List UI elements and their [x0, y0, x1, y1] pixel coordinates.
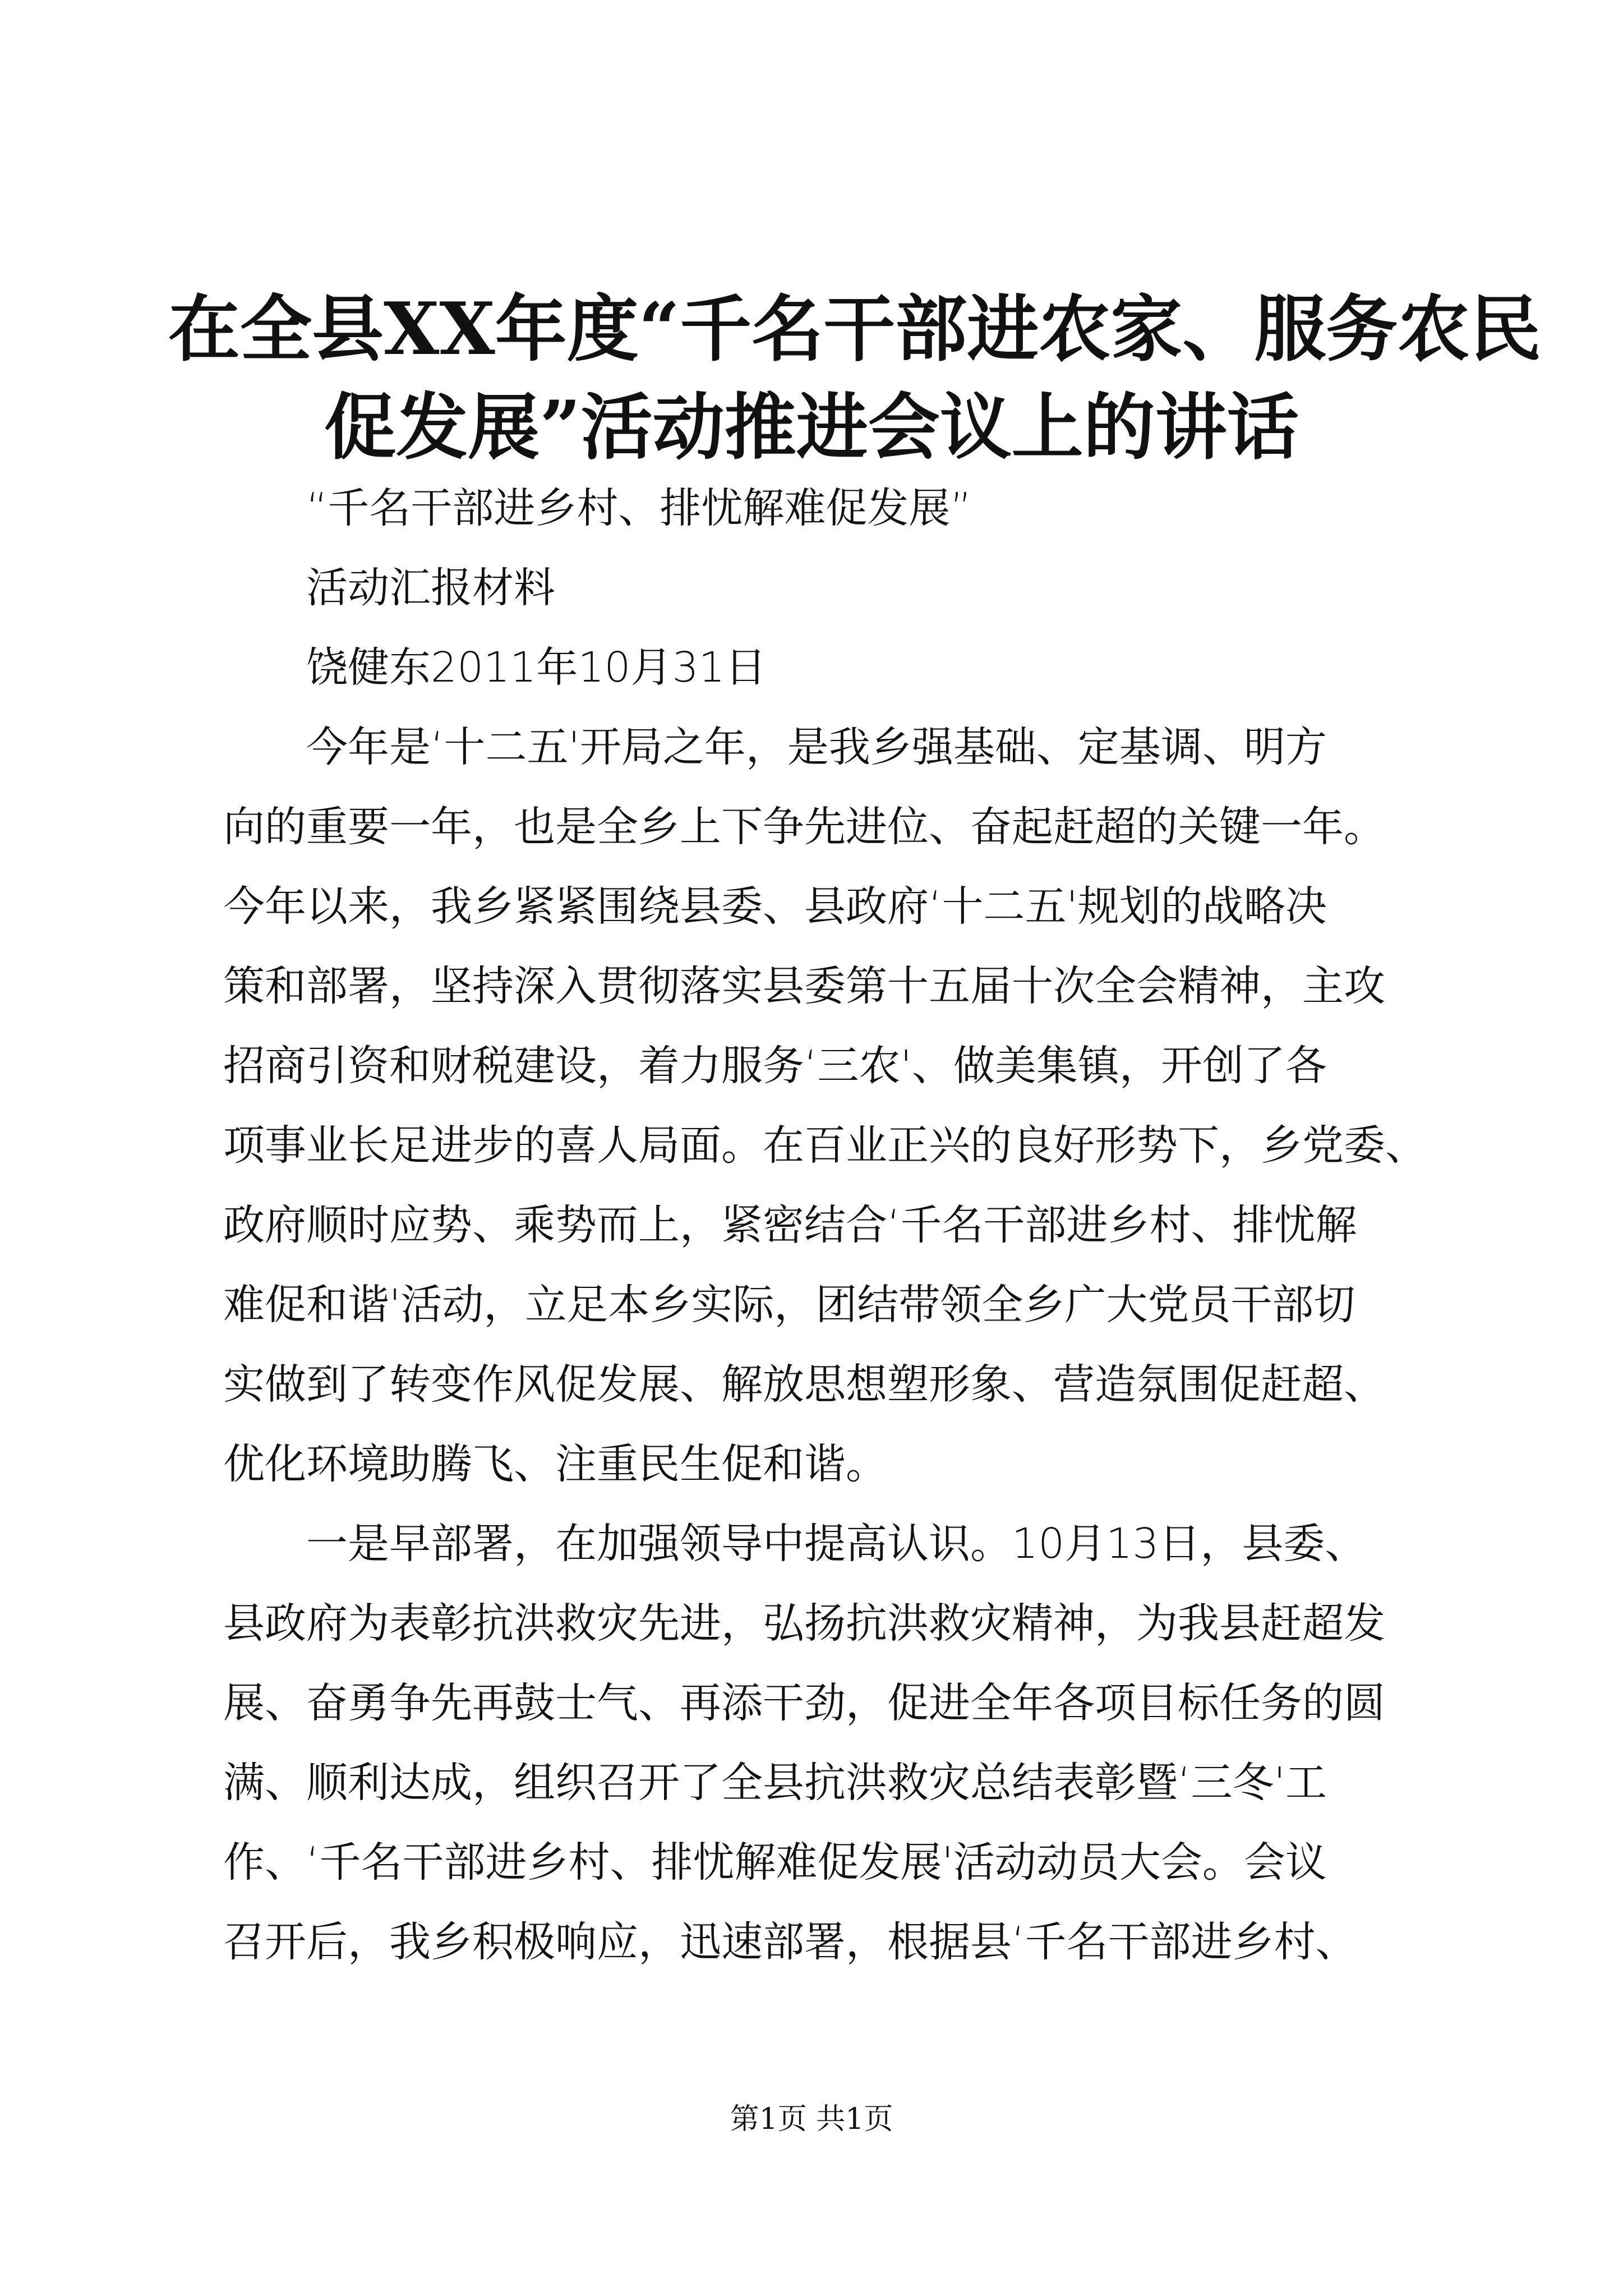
page-number-footer: 第1页 共1页 — [730, 2102, 893, 2136]
paragraph-line: 实做到了转变作风促发展、解放思想塑形象、营造氛围促赶超、 — [223, 1360, 1385, 1409]
paragraph-line: 今年是‘十二五'开局之年，是我乡强基础、定基调、明方 — [306, 723, 1327, 771]
paragraph-line: 作、‘千名干部进乡村、排忧解难促发展'活动动员大会。会议 — [223, 1838, 1327, 1887]
paragraph-1 — [223, 707, 1440, 1504]
document-body — [223, 468, 1440, 1982]
paragraph-line: 今年以来，我乡紧紧围绕县委、县政府‘十二五'规划的战略决 — [223, 882, 1327, 931]
document-title — [168, 280, 1542, 477]
paragraph-line: 招商引资和财税建设，着力服务‘三农'、做美集镇，开创了各 — [223, 1042, 1327, 1090]
paragraph-line: 展、奋勇争先再鼓士气、再添干劲，促进全年各项目标任务的圆 — [223, 1679, 1385, 1727]
paragraph-line: 难促和谐'活动，立足本乡实际，团结带领全乡广大党员干部切 — [223, 1281, 1355, 1329]
subtitle-line: 活动汇报材料 — [306, 564, 555, 612]
paragraph-line: 政府顺时应势、乘势而上，紧密结合‘千名干部进乡村、排忧解 — [223, 1201, 1357, 1249]
paragraph-line: 项事业长足进步的喜人局面。在百业正兴的良好形势下，乡党委、 — [223, 1121, 1427, 1170]
paragraph-line: 策和部署，坚持深入贯彻落实县委第十五届十次全会精神，主攻 — [223, 962, 1385, 1010]
title-line: 促发展”活动推进会议上的讲话 — [324, 385, 1299, 470]
title-line: 在全县XX年度“千名干部进农家、服务农民 — [168, 287, 1542, 371]
paragraph-line: 召开后，我乡积极响应，迅速部署，根据县‘千名干部进乡村、 — [223, 1918, 1357, 1966]
paragraph-line: 县政府为表彰抗洪救灾先进，弘扬抗洪救灾精神，为我县赶超发 — [223, 1599, 1385, 1648]
paragraph-line: 向的重要一年，也是全乡上下争先进位、奋起赶超的关键一年。 — [223, 803, 1385, 851]
author-date-line: 饶健东2011年10月31日 — [306, 643, 767, 692]
subtitle-line: “千名干部进乡村、排忧解难促发展” — [306, 484, 972, 532]
paragraph-line: 满、顺利达成，组织召开了全县抗洪救灾总结表彰暨‘三冬'工 — [223, 1759, 1327, 1807]
paragraph-line: 优化环境助腾飞、注重民生促和谐。 — [223, 1440, 887, 1488]
paragraph-line: 一是早部署，在加强领导中提高认识。10月13日，县委、 — [306, 1520, 1367, 1568]
paragraph-2 — [223, 1504, 1440, 1982]
